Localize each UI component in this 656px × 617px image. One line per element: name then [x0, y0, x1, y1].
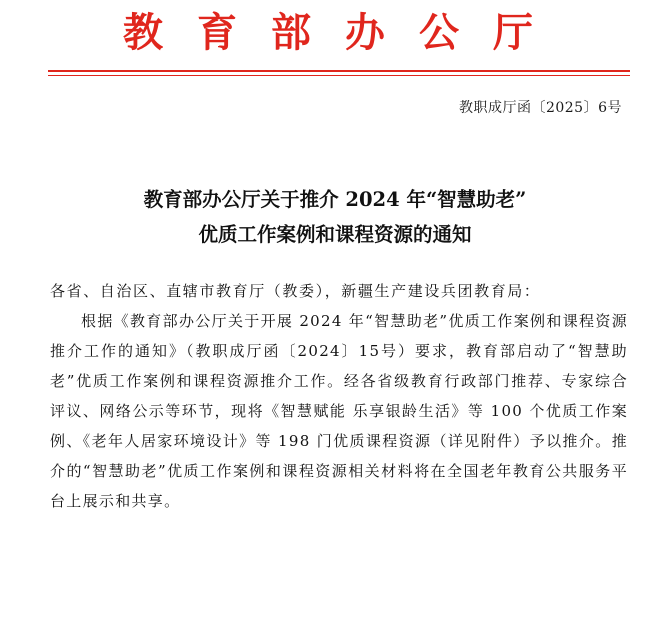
- document-title-line-1: 教育部办公厅关于推介 2024 年“智慧助老”: [143, 188, 527, 211]
- issuer-masthead: 教育部办公厅: [123, 9, 567, 56]
- document-number: 教职成厅函〔2025〕6号: [458, 100, 622, 116]
- red-separator-line-thin: [48, 75, 630, 76]
- salutation: 各省、自治区、直辖市教育厅（教委），新疆生产建设兵团教育局：: [50, 282, 541, 300]
- document-body: [50, 276, 628, 516]
- red-separator-line: [48, 70, 630, 72]
- document-title-line-2: 优质工作案例和课程资源的通知: [198, 223, 472, 246]
- body-paragraph: 根据《教育部办公厅关于开展 2024 年“智慧助老”优质工作案例和课程资源推介工作的通知》（教职成厅函〔2024〕15号）要求，教育部启动了“智慧助老”优质工作案例和课程资源推介工作。经各省级教育行政部门推荐、专家综合评议、网络公示等环节，现将《智慧赋能 乐享银龄生活》等 100 个优质工作案例、《老年人居家环境设计》等 198 门优质课程资源（详见附件）予以推介。推介的“智慧助老”优质工作案例和课程资源相关材料将在全国老年教育公共服务平台上展示和共享。: [50, 312, 628, 510]
